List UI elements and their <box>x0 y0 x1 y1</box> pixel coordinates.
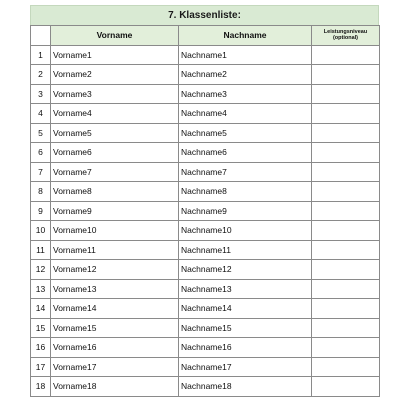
table-row <box>31 240 380 260</box>
row-number-cell: 9 <box>31 201 51 221</box>
table-row <box>31 84 380 104</box>
level-cell[interactable] <box>312 182 380 202</box>
level-cell[interactable] <box>312 260 380 280</box>
first-name-cell[interactable]: Vorname16 <box>51 338 179 358</box>
first-name-cell[interactable]: Vorname8 <box>51 182 179 202</box>
first-name-cell[interactable]: Vorname2 <box>51 65 179 85</box>
table-row <box>31 299 380 319</box>
table-row <box>31 318 380 338</box>
first-name-cell[interactable]: Vorname3 <box>51 84 179 104</box>
table-body <box>31 45 380 396</box>
last-name-cell[interactable]: Nachname3 <box>179 84 312 104</box>
level-header-title: Leistungsniveau <box>323 28 368 35</box>
level-cell[interactable] <box>312 377 380 397</box>
table-row <box>31 201 380 221</box>
first-name-cell[interactable]: Vorname7 <box>51 162 179 182</box>
table-row <box>31 104 380 124</box>
class-list-title: 7. Klassenliste: <box>30 5 379 26</box>
level-cell[interactable] <box>312 123 380 143</box>
table-row <box>31 162 380 182</box>
table-row <box>31 357 380 377</box>
last-name-cell[interactable]: Nachname8 <box>179 182 312 202</box>
last-name-cell[interactable]: Nachname16 <box>179 338 312 358</box>
last-name-cell[interactable]: Nachname13 <box>179 279 312 299</box>
row-number-cell: 17 <box>31 357 51 377</box>
table-row <box>31 338 380 358</box>
last-name-cell[interactable]: Nachname6 <box>179 143 312 163</box>
level-cell[interactable] <box>312 357 380 377</box>
level-cell[interactable] <box>312 221 380 241</box>
row-number-cell: 5 <box>31 123 51 143</box>
level-cell[interactable] <box>312 162 380 182</box>
level-cell[interactable] <box>312 318 380 338</box>
last-name-cell[interactable]: Nachname11 <box>179 240 312 260</box>
last-name-cell[interactable]: Nachname12 <box>179 260 312 280</box>
first-name-cell[interactable]: Vorname1 <box>51 45 179 65</box>
first-name-header: Vorname <box>51 26 179 46</box>
row-number-cell: 13 <box>31 279 51 299</box>
table-row <box>31 279 380 299</box>
level-cell[interactable] <box>312 45 380 65</box>
first-name-cell[interactable]: Vorname9 <box>51 201 179 221</box>
table-row <box>31 221 380 241</box>
last-name-cell[interactable]: Nachname9 <box>179 201 312 221</box>
row-number-cell: 10 <box>31 221 51 241</box>
table-row <box>31 260 380 280</box>
first-name-cell[interactable]: Vorname6 <box>51 143 179 163</box>
last-name-cell[interactable]: Nachname2 <box>179 65 312 85</box>
first-name-cell[interactable]: Vorname11 <box>51 240 179 260</box>
first-name-cell[interactable]: Vorname18 <box>51 377 179 397</box>
last-name-cell[interactable]: Nachname18 <box>179 377 312 397</box>
level-cell[interactable] <box>312 299 380 319</box>
row-number-cell: 18 <box>31 377 51 397</box>
last-name-cell[interactable]: Nachname1 <box>179 45 312 65</box>
row-number-cell: 4 <box>31 104 51 124</box>
first-name-cell[interactable]: Vorname17 <box>51 357 179 377</box>
row-number-cell: 2 <box>31 65 51 85</box>
first-name-cell[interactable]: Vorname12 <box>51 260 179 280</box>
row-number-cell: 8 <box>31 182 51 202</box>
level-header <box>312 26 380 46</box>
level-cell[interactable] <box>312 84 380 104</box>
row-number-cell: 14 <box>31 299 51 319</box>
level-cell[interactable] <box>312 240 380 260</box>
last-name-header: Nachname <box>179 26 312 46</box>
row-number-cell: 1 <box>31 45 51 65</box>
row-number-cell: 12 <box>31 260 51 280</box>
table-row <box>31 143 380 163</box>
row-number-cell: 6 <box>31 143 51 163</box>
last-name-cell[interactable]: Nachname7 <box>179 162 312 182</box>
level-cell[interactable] <box>312 201 380 221</box>
table-row <box>31 65 380 85</box>
level-cell[interactable] <box>312 338 380 358</box>
class-list-table <box>30 25 380 397</box>
table-row <box>31 45 380 65</box>
level-cell[interactable] <box>312 104 380 124</box>
row-number-cell: 15 <box>31 318 51 338</box>
last-name-cell[interactable]: Nachname14 <box>179 299 312 319</box>
first-name-cell[interactable]: Vorname5 <box>51 123 179 143</box>
last-name-cell[interactable]: Nachname15 <box>179 318 312 338</box>
level-cell[interactable] <box>312 143 380 163</box>
table-header-row <box>31 26 380 46</box>
first-name-cell[interactable]: Vorname4 <box>51 104 179 124</box>
first-name-cell[interactable]: Vorname15 <box>51 318 179 338</box>
last-name-cell[interactable]: Nachname4 <box>179 104 312 124</box>
row-number-cell: 16 <box>31 338 51 358</box>
first-name-cell[interactable]: Vorname10 <box>51 221 179 241</box>
row-number-cell: 3 <box>31 84 51 104</box>
table-row <box>31 377 380 397</box>
table-row <box>31 182 380 202</box>
table-row <box>31 123 380 143</box>
row-number-cell: 7 <box>31 162 51 182</box>
level-cell[interactable] <box>312 65 380 85</box>
row-number-header <box>31 26 51 46</box>
first-name-cell[interactable]: Vorname13 <box>51 279 179 299</box>
level-cell[interactable] <box>312 279 380 299</box>
level-header-optional: (optional) <box>332 35 359 42</box>
page-bottom-edge <box>0 397 416 403</box>
last-name-cell[interactable]: Nachname17 <box>179 357 312 377</box>
last-name-cell[interactable]: Nachname5 <box>179 123 312 143</box>
last-name-cell[interactable]: Nachname10 <box>179 221 312 241</box>
row-number-cell: 11 <box>31 240 51 260</box>
first-name-cell[interactable]: Vorname14 <box>51 299 179 319</box>
